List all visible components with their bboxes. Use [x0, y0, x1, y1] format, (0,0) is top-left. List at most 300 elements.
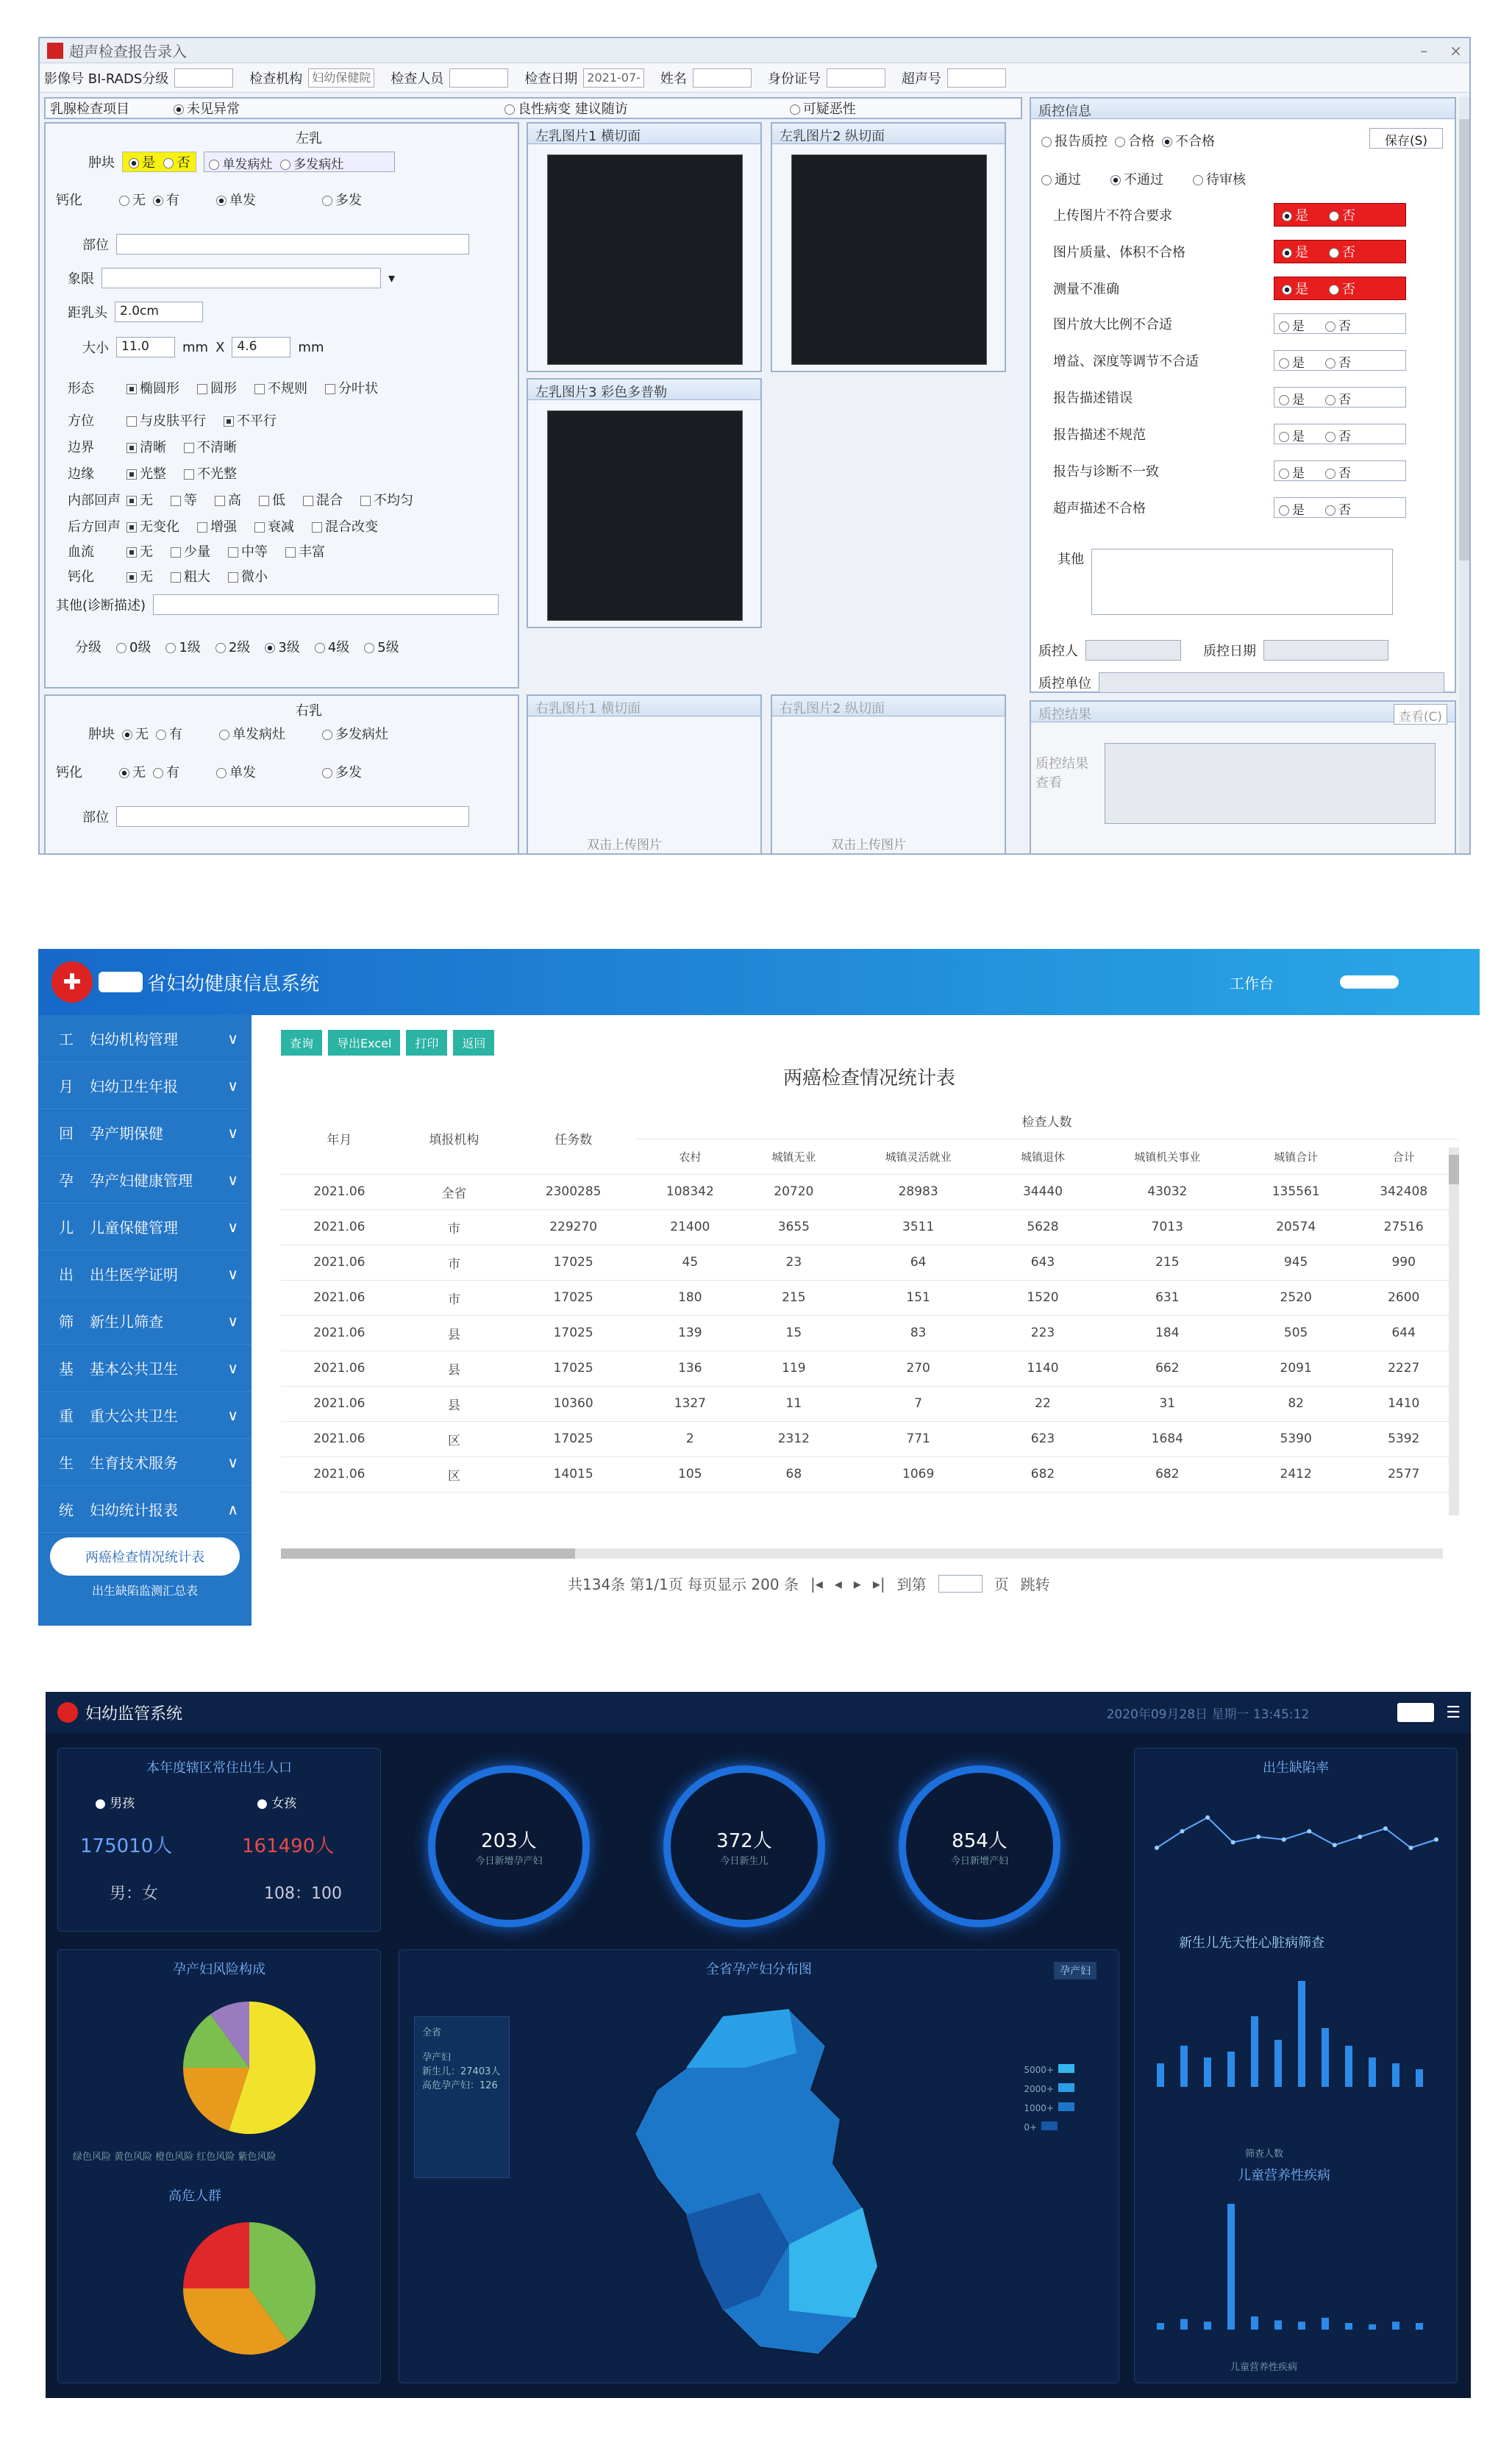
lump-count-group[interactable]: 单发病灶 多发病灶: [204, 152, 395, 172]
table-cell: 151: [844, 1280, 993, 1315]
dashboard-header: [46, 1692, 1471, 1733]
echo-row: [68, 490, 424, 509]
line-chart: [1142, 1778, 1451, 1910]
margin-option[interactable]: 不光整: [184, 463, 237, 483]
qc-item-toggle[interactable]: 是 否: [1274, 203, 1406, 227]
menu-icon: 基: [59, 1360, 74, 1378]
line-point: [1307, 1829, 1311, 1834]
qc-note-input[interactable]: [1091, 549, 1393, 615]
table-cell: 1520: [993, 1280, 1092, 1315]
lump-label: 肿块: [88, 155, 115, 171]
grade-label: 分级: [75, 640, 101, 655]
window-titlebar: [40, 38, 1469, 63]
birth-card: 本年度辖区常住出生人口 ● 男孩 ● 女孩 175010人 161490人 男：女 108：100: [57, 1748, 381, 1932]
post-option[interactable]: 混合改变: [312, 516, 378, 536]
table-cell: 10360: [510, 1386, 636, 1421]
table-cell: 5628: [993, 1209, 1092, 1245]
table-cell: 945: [1242, 1245, 1350, 1280]
shape-row: [68, 378, 388, 397]
map-card: 全省孕产妇分布图 孕产妇 全省 孕产妇 新生儿：27403人 高危孕产妇：126 5000+ 2000+ 1000+ 0+: [399, 1949, 1119, 2383]
normal-radio[interactable]: 未见异常: [174, 99, 240, 118]
sidebar: [38, 1015, 252, 1626]
other-label: 其他(诊断描述): [56, 598, 146, 613]
patient-info-bar: [40, 63, 1469, 93]
toolbar-button[interactable]: 查询: [281, 1030, 322, 1056]
table-cell: 215: [1093, 1245, 1242, 1280]
post-option[interactable]: 衰减: [254, 516, 294, 536]
left-image-2[interactable]: [771, 122, 1006, 372]
echo-option[interactable]: 低: [259, 490, 285, 509]
qc-item-toggle[interactable]: 是 否: [1274, 240, 1406, 263]
menu-icon[interactable]: ☰: [1446, 1703, 1461, 1722]
qc-opt[interactable]: 不合格: [1162, 131, 1215, 150]
right-breast-form: 右乳 肿块 无 有 单发病灶 多发病灶 钙化 无 有 单发 多发 部位: [44, 694, 519, 855]
table-cell: 215: [744, 1280, 844, 1315]
table-cell: 21400: [636, 1209, 744, 1245]
table-row[interactable]: [281, 1351, 1458, 1386]
calc2-option[interactable]: 粗大: [171, 566, 210, 586]
echo-option[interactable]: 等: [171, 490, 197, 509]
bar: [1251, 2016, 1258, 2087]
toolbar-button[interactable]: 返回: [453, 1030, 494, 1056]
table-cell: 119: [744, 1351, 844, 1386]
distance-input[interactable]: 2.0cm: [115, 302, 203, 322]
line-point: [1434, 1838, 1438, 1842]
menu-icon: 出: [59, 1266, 74, 1284]
chevron-icon: ∨: [227, 1406, 238, 1424]
table-row[interactable]: [281, 1315, 1458, 1351]
calc-multi-radio[interactable]: 多发: [322, 190, 362, 209]
lump-yes-radio[interactable]: 是 否: [122, 152, 196, 172]
bar: [1369, 2324, 1376, 2330]
toolbar-button[interactable]: 导出Excel: [328, 1030, 400, 1056]
qc-view-button[interactable]: 查看(C): [1394, 704, 1447, 725]
qc-result-text: [1105, 743, 1436, 824]
echo-option[interactable]: 无: [126, 490, 153, 509]
quadrant-select[interactable]: [101, 268, 381, 288]
right-image-1[interactable]: 右乳图片1 横切面 双击上传图片: [527, 694, 762, 855]
info-label: 检查人员: [391, 71, 444, 87]
user-name[interactable]: [1340, 975, 1399, 989]
calc-have-radio[interactable]: 有: [153, 190, 179, 209]
table-cell: 市: [398, 1209, 510, 1245]
sidebar-item[interactable]: 回 孕产期保健 ∨: [38, 1109, 252, 1156]
table-cell: 771: [844, 1421, 993, 1456]
bar: [1251, 2316, 1258, 2330]
menu-icon: 重: [59, 1407, 74, 1425]
r-lump-have[interactable]: 有: [156, 724, 182, 743]
table-cell: 2021.06: [281, 1245, 398, 1280]
orient-option[interactable]: 与皮肤平行: [126, 410, 206, 430]
qc-person-input[interactable]: [1085, 640, 1181, 661]
table-cell: 1410: [1349, 1386, 1458, 1421]
col-header: 城镇合计: [1242, 1139, 1350, 1174]
col-total: 任务数: [510, 1103, 636, 1174]
qc-item-toggle[interactable]: 是 否: [1274, 497, 1406, 518]
qc-item-toggle[interactable]: 是 否: [1274, 460, 1406, 481]
table-cell: 区: [398, 1456, 510, 1492]
bar: [1204, 2322, 1211, 2330]
post-option[interactable]: 无变化: [126, 516, 179, 536]
close-button[interactable]: ×: [1449, 41, 1462, 60]
menu-icon: 月: [59, 1078, 74, 1095]
table-cell: 2021.06: [281, 1456, 398, 1492]
window-title: 超声检查报告录入: [69, 43, 187, 60]
table-cell: 83: [844, 1315, 993, 1351]
table-cell: 5392: [1349, 1421, 1458, 1456]
table-cell: 20574: [1242, 1209, 1350, 1245]
grade-option[interactable]: 1级: [165, 637, 200, 656]
ring1-value: 203人: [481, 1830, 537, 1852]
statistics-app: [38, 949, 1480, 1626]
edge-option[interactable]: 清晰: [126, 437, 166, 456]
echo-option[interactable]: 高: [215, 490, 241, 509]
table-cell: 17025: [510, 1245, 636, 1280]
margin-row: [68, 463, 247, 483]
sidebar-item[interactable]: 筛 新生儿筛查 ∨: [38, 1298, 252, 1345]
table-cell: 2600: [1349, 1280, 1458, 1315]
flow-option[interactable]: 丰富: [285, 541, 325, 561]
page-input[interactable]: [938, 1575, 983, 1593]
bar: [1369, 2057, 1376, 2087]
table-title: 两癌检查情况统计表: [782, 1067, 955, 1089]
ring3-value: 854人: [952, 1830, 1008, 1852]
table-cell: 1327: [636, 1386, 744, 1421]
col-header: 城镇退休: [993, 1139, 1092, 1174]
table-cell: 县: [398, 1315, 510, 1351]
line-point: [1408, 1846, 1413, 1850]
chevron-icon: ∨: [227, 1029, 238, 1047]
calc2-option[interactable]: 无: [126, 566, 153, 586]
province-map: [613, 2002, 921, 2369]
table-cell: 31: [1093, 1386, 1242, 1421]
pie-chart-1: [176, 1994, 323, 2141]
qc-item: 图片质量、体积不合格 是 否: [1053, 240, 1406, 263]
left-breast-title: 左乳: [296, 131, 322, 146]
table-row[interactable]: [281, 1386, 1458, 1421]
qc-opt2[interactable]: 待审核: [1193, 169, 1246, 188]
post-option[interactable]: 增强: [197, 516, 237, 536]
table-cell: 2300285: [510, 1174, 636, 1209]
toolbar: [281, 1030, 494, 1056]
grade-option[interactable]: 5级: [364, 637, 399, 656]
table-row[interactable]: [281, 1456, 1458, 1492]
qc-note-label: 其他: [1058, 552, 1084, 567]
chevron-icon: ∨: [227, 1453, 238, 1471]
flow-option[interactable]: 少量: [171, 541, 210, 561]
app-header: [38, 949, 1480, 1015]
bar: [1416, 2069, 1423, 2087]
app-logo-icon: [47, 43, 63, 59]
qc-item: 超声描述不合格 是 否: [1053, 497, 1406, 518]
qc-result-label: 质控结果查看: [1035, 756, 1088, 791]
edge-row: [68, 437, 247, 456]
table-cell: 43032: [1093, 1174, 1242, 1209]
grade-option[interactable]: 2级: [215, 637, 250, 656]
info-value[interactable]: 2021-07-: [583, 68, 644, 88]
line-point: [1358, 1835, 1362, 1839]
logo-icon: [57, 1702, 78, 1723]
toolbar-button[interactable]: 打印: [406, 1030, 447, 1056]
left-image-3-title: 左乳图片3 彩色多普勒: [528, 380, 760, 400]
sidebar-item[interactable]: 出 出生医学证明 ∨: [38, 1251, 252, 1298]
qc-item-toggle[interactable]: 是 否: [1274, 387, 1406, 408]
table-cell: 682: [1093, 1456, 1242, 1492]
workbench-link[interactable]: 工作台: [1230, 974, 1274, 992]
data-table: [281, 1103, 1458, 1545]
grade-option[interactable]: 0级: [116, 637, 151, 656]
chevron-icon: ∨: [227, 1264, 238, 1283]
first-page-button[interactable]: |◂: [810, 1574, 823, 1593]
shape-option[interactable]: 分叶状: [325, 378, 378, 397]
info-value[interactable]: [827, 68, 885, 88]
info-value[interactable]: [693, 68, 752, 88]
exam-result-label: 乳腺检查项目: [50, 102, 129, 117]
qc-item: 报告与诊断不一致 是 否: [1053, 460, 1406, 481]
clock: 2020年09月28日 星期一 13:45:12: [1106, 1707, 1310, 1722]
table-cell: 市: [398, 1245, 510, 1280]
qc-opt[interactable]: 报告质控: [1041, 131, 1108, 150]
info-value[interactable]: [449, 68, 508, 88]
table-row[interactable]: [281, 1421, 1458, 1456]
male-count: 175010人: [80, 1835, 173, 1857]
chevron-icon: ∨: [227, 1123, 238, 1142]
table-cell: 17025: [510, 1351, 636, 1386]
r-position-input[interactable]: [116, 806, 469, 827]
table-cell: 2520: [1242, 1280, 1350, 1315]
table-cell: 17025: [510, 1421, 636, 1456]
table-cell: 县: [398, 1351, 510, 1386]
table-cell: 2227: [1349, 1351, 1458, 1386]
left-image-3[interactable]: [527, 378, 762, 628]
female-count: 161490人: [242, 1835, 335, 1857]
flow-label: 血流: [68, 544, 94, 560]
left-image-1[interactable]: [527, 122, 762, 372]
shape-option[interactable]: 不规则: [254, 378, 307, 397]
table-row[interactable]: [281, 1174, 1458, 1209]
table-cell: 17025: [510, 1315, 636, 1351]
table-row[interactable]: [281, 1280, 1458, 1315]
last-page-button[interactable]: ▸|: [872, 1574, 885, 1593]
margin-option[interactable]: 光整: [126, 463, 166, 483]
sidebar-sub-active[interactable]: 两癌检查情况统计表: [50, 1537, 240, 1576]
h-scrollbar[interactable]: [281, 1548, 1443, 1559]
orient-row: [68, 410, 287, 430]
map-filter-button[interactable]: 孕产妇: [1054, 1962, 1096, 1979]
line-point: [1180, 1829, 1185, 1834]
echo-option[interactable]: 混合: [303, 490, 343, 509]
bar: [1180, 2319, 1188, 2330]
table-cell: 22: [993, 1386, 1092, 1421]
risk-pies: 孕产妇风险构成 绿色风险 黄色风险 橙色风险 红色风险 紫色风险 高危人群: [57, 1949, 381, 2383]
size-a-input[interactable]: 11.0: [116, 337, 175, 357]
chevron-down-icon: ▾: [388, 270, 396, 286]
table-cell: 23: [744, 1245, 844, 1280]
chevron-icon: ∨: [227, 1312, 238, 1330]
grade-option[interactable]: 3级: [265, 637, 299, 656]
app-title: 省妇幼健康信息系统: [147, 972, 320, 995]
qc-item-toggle[interactable]: 是 否: [1274, 277, 1406, 300]
exam-result-row: [44, 97, 1022, 119]
line-point: [1383, 1826, 1388, 1831]
bar: [1322, 2028, 1329, 2087]
table-cell: 2021.06: [281, 1315, 398, 1351]
menu-icon: 孕: [59, 1172, 74, 1189]
calc2-option[interactable]: 微小: [228, 566, 268, 586]
table-row[interactable]: [281, 1209, 1458, 1245]
col-header: 城镇灵活就业: [844, 1139, 993, 1174]
info-value[interactable]: 妇幼保健院: [308, 68, 374, 88]
right-charts: 出生缺陷率 新生儿先天性心脏病筛查 筛查人数 儿童营养性疾病 儿童营养性疾病: [1134, 1748, 1458, 2383]
r-lump-none[interactable]: 无: [122, 724, 149, 743]
left-image-2-title: 左乳图片2 纵切面: [772, 124, 1005, 144]
table-cell: 17025: [510, 1280, 636, 1315]
app-logo-icon: ✚: [51, 961, 93, 1003]
sidebar-item[interactable]: 统 妇幼统计报表 ∧: [38, 1486, 252, 1533]
info-value[interactable]: [947, 68, 1006, 88]
fullscreen-button[interactable]: [1397, 1703, 1434, 1722]
sidebar-item[interactable]: 重 重大公共卫生 ∨: [38, 1392, 252, 1439]
qc-item: 图片放大比例不合适 是 否: [1053, 313, 1406, 334]
col-org: 填报机构: [398, 1103, 510, 1174]
right-breast-title: 右乳: [296, 703, 322, 719]
echo-label: 内部回声: [68, 493, 121, 508]
table-cell: 342408: [1349, 1174, 1458, 1209]
qc-opt2[interactable]: 通过: [1041, 169, 1081, 188]
bar: [1392, 2322, 1399, 2330]
col-header: 农村: [636, 1139, 744, 1174]
bar: [1345, 2323, 1352, 2330]
bar-chart-1: [1142, 1962, 1451, 2094]
qc-item: 增益、深度等调节不合适 是 否: [1053, 350, 1406, 371]
table-cell: 2021.06: [281, 1421, 398, 1456]
girl-icon: ●: [257, 1796, 268, 1811]
calc-none-radio[interactable]: 无: [119, 190, 146, 209]
scrollbar[interactable]: [1459, 97, 1471, 855]
dashboard-title: 妇幼监管系统: [85, 1704, 183, 1723]
col-group: 检查人数: [636, 1103, 1458, 1139]
suspect-radio[interactable]: 可疑恶性: [790, 99, 856, 118]
flow-option[interactable]: 无: [126, 541, 153, 561]
qc-item: 测量不准确 是 否: [1053, 277, 1406, 300]
sidebar-item[interactable]: 基 基本公共卫生 ∨: [38, 1345, 252, 1392]
table-cell: 3655: [744, 1209, 844, 1245]
info-label: 超声号: [901, 71, 941, 87]
sidebar-sub-item[interactable]: 出生缺陷监测汇总表: [91, 1584, 198, 1598]
edge-label: 边界: [68, 440, 94, 455]
qc-result-title: 质控结果: [1038, 707, 1091, 722]
table-cell: 135561: [1242, 1174, 1350, 1209]
line-series: [1157, 1818, 1436, 1848]
prev-page-button[interactable]: ◂: [834, 1574, 842, 1593]
qc-date-input[interactable]: [1263, 640, 1388, 661]
bar: [1274, 2320, 1282, 2330]
line-point: [1155, 1846, 1159, 1850]
other-input[interactable]: [153, 594, 499, 615]
sidebar-item[interactable]: 月 妇幼卫生年报 ∨: [38, 1062, 252, 1109]
orient-option[interactable]: 不平行: [224, 410, 277, 430]
table-cell: 2412: [1242, 1456, 1350, 1492]
table-cell: 27516: [1349, 1209, 1458, 1245]
qc-item: 报告描述不规范 是 否: [1053, 424, 1406, 444]
qc-item-toggle[interactable]: 是 否: [1274, 350, 1406, 371]
pie-slice: [183, 2222, 249, 2288]
edge-option[interactable]: 不清晰: [184, 437, 237, 456]
qc-unit-input[interactable]: [1099, 672, 1444, 693]
info-label: 检查机构: [249, 71, 303, 87]
qc-save-button[interactable]: 保存(S): [1369, 128, 1443, 149]
sidebar-item[interactable]: 孕 孕产妇健康管理 ∨: [38, 1156, 252, 1203]
col-year: 年月: [281, 1103, 398, 1174]
menu-icon: 筛: [59, 1313, 74, 1331]
sidebar-item[interactable]: 工 妇幼机构管理 ∨: [38, 1015, 252, 1062]
qc-item: 上传图片不符合要求 是 否: [1053, 203, 1406, 227]
qc-unit-label: 质控单位: [1038, 676, 1091, 691]
qc-date-label: 质控日期: [1203, 644, 1256, 659]
next-page-button[interactable]: ▸: [853, 1574, 861, 1593]
ultrasound-report-window: [38, 37, 1471, 855]
map-info-box: 全省 孕产妇 新生儿：27403人 高危孕产妇：126: [414, 2016, 510, 2178]
calc-single-radio[interactable]: 单发: [216, 190, 256, 209]
table-cell: 223: [993, 1315, 1092, 1351]
boy-icon: ●: [95, 1796, 106, 1811]
sidebar-item[interactable]: 儿 儿童保健管理 ∨: [38, 1203, 252, 1251]
info-label: 姓名: [660, 71, 687, 87]
table-row[interactable]: [281, 1245, 1458, 1280]
qc-opt[interactable]: 合格: [1115, 131, 1155, 150]
table-cell: 20720: [744, 1174, 844, 1209]
minimize-button[interactable]: –: [1420, 41, 1428, 60]
table-cell: 2021.06: [281, 1209, 398, 1245]
table-scrollbar[interactable]: [1449, 1148, 1459, 1515]
bar: [1392, 2063, 1399, 2087]
table-cell: 180: [636, 1280, 744, 1315]
echo-option[interactable]: 不均匀: [360, 490, 413, 509]
table-cell: 644: [1349, 1315, 1458, 1351]
size-b-input[interactable]: 4.6: [232, 337, 290, 357]
shape-option[interactable]: 椭圆形: [126, 378, 179, 397]
sidebar-item[interactable]: 生 生育技术服务 ∨: [38, 1439, 252, 1486]
qc-panel: [1030, 97, 1456, 693]
grade-option[interactable]: 4级: [315, 637, 349, 656]
qc-item-toggle[interactable]: 是 否: [1274, 313, 1406, 334]
table-cell: 643: [993, 1245, 1092, 1280]
menu-icon: 儿: [59, 1219, 74, 1237]
benign-radio[interactable]: 良性病变 建议随访: [504, 99, 628, 118]
go-button[interactable]: 跳转: [1020, 1576, 1050, 1593]
size-label: 大小: [82, 341, 109, 356]
bar: [1180, 2046, 1188, 2087]
qc-item: 报告描述错误 是 否: [1053, 387, 1406, 408]
chevron-icon: ∨: [227, 1359, 238, 1377]
table-cell: 45: [636, 1245, 744, 1280]
position-input[interactable]: [116, 234, 469, 255]
position-label: 部位: [82, 238, 109, 253]
pager: 共134条 第1/1页 每页显示 200 条 |◂ ◂ ▸ ▸| 到第 页 跳转: [568, 1573, 1050, 1594]
line-point: [1282, 1838, 1286, 1842]
table-cell: 2: [636, 1421, 744, 1456]
info-value[interactable]: [174, 68, 233, 88]
table-cell: 34440: [993, 1174, 1092, 1209]
qc-opt2[interactable]: 不通过: [1110, 169, 1163, 188]
flow-option[interactable]: 中等: [228, 541, 268, 561]
shape-option[interactable]: 圆形: [197, 378, 237, 397]
table-cell: 505: [1242, 1315, 1350, 1351]
qc-item-toggle[interactable]: 是 否: [1274, 424, 1406, 444]
right-image-2[interactable]: 右乳图片2 纵切面 双击上传图片: [771, 694, 1006, 855]
table-cell: 2021.06: [281, 1351, 398, 1386]
table-cell: 270: [844, 1351, 993, 1386]
